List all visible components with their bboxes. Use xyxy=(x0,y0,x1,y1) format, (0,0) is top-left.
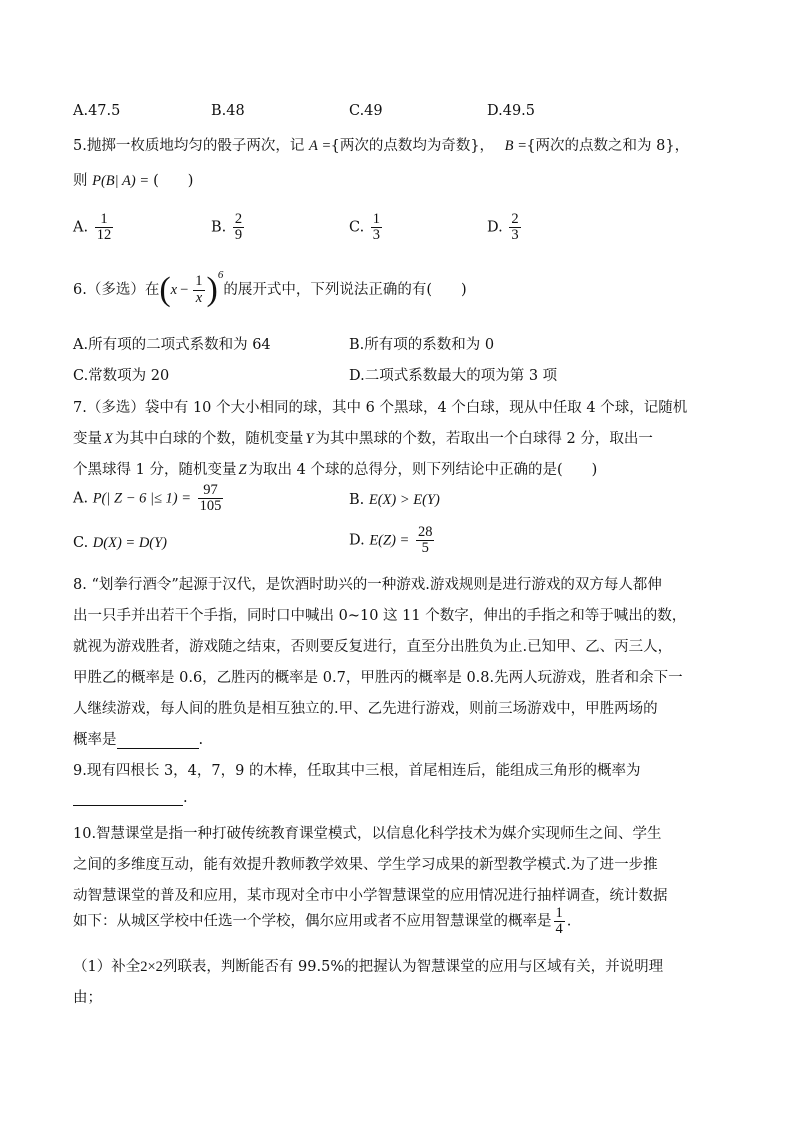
q6-option-d: D.二项式系数最大的项为第 3 项 xyxy=(349,368,558,384)
q7-option-d-den: 5 xyxy=(421,540,429,557)
q4-option-a: A.47.5 xyxy=(73,103,121,119)
q5-line2-pre: 则 xyxy=(73,173,88,189)
q10-line1: 10.智慧课堂是指一种打破传统教育课堂模式，以信息化科学技术为媒介实现师生之间、学生 xyxy=(73,826,662,842)
q7-option-d-expr: E(Z) = xyxy=(369,532,410,549)
q5-option-c-fraction xyxy=(371,212,382,243)
q5-eq-b: = xyxy=(518,138,527,154)
q8-line5: 人继续游戏，每人间的胜负是相互独立的.甲、乙先进行游戏，则前三场游戏中，甲胜两场的 xyxy=(73,701,658,717)
q8-answer-blank[interactable] xyxy=(117,732,199,749)
q10-line4-num: 1 xyxy=(555,905,563,921)
q4-option-b: B.48 xyxy=(211,103,245,119)
q5-option-c-label: C. xyxy=(349,219,365,236)
q10-line4 xyxy=(73,906,571,937)
q9-line2-post: . xyxy=(183,790,188,806)
q7-line2-c: 为其中黑球的个数，若取出一个白球得 2 分，取出一 xyxy=(315,431,653,447)
q5-option-a-label: A. xyxy=(73,219,89,236)
q5-option-d-fraction xyxy=(509,212,520,243)
q5-stem-line2 xyxy=(73,169,193,190)
q7-option-a xyxy=(73,483,225,514)
q5-option-a-num: 1 xyxy=(95,212,114,228)
q10-line2: 之间的多维度互动，能有效提升教师教学效果、学生学习成果的新型教学模式.为了进一步推 xyxy=(73,857,658,873)
q7-option-c-expr: D(X) = D(Y) xyxy=(92,535,168,551)
q10-line4-den: 4 xyxy=(555,921,563,938)
q5-option-b-fraction xyxy=(233,212,244,243)
q7-option-d-label: D. xyxy=(349,532,365,549)
q7-option-a-fraction xyxy=(198,483,224,514)
q9-answer-blank[interactable] xyxy=(73,789,183,806)
q7-var-y: Y xyxy=(305,431,314,447)
q5-option-a-fraction xyxy=(95,212,114,243)
q5-stem-pre: 5.抛掷一枚质地均匀的骰子两次，记 xyxy=(73,138,305,154)
q7-line2 xyxy=(73,427,653,448)
q7-var-z: Z xyxy=(238,462,247,478)
q4-option-c: C.49 xyxy=(349,103,383,119)
q4-option-d: D.49.5 xyxy=(487,103,536,119)
q10-sub1-b: 列联表，判断能否有 99.5%的把握认为智慧课堂的应用与区域有关，并说明理 xyxy=(162,959,664,975)
q10-line4-post: . xyxy=(566,913,572,930)
q5-option-b-den: 9 xyxy=(234,227,243,244)
q6-right-paren: ) xyxy=(206,271,218,308)
q5-stem-line1 xyxy=(73,134,689,155)
q10-sub1-expr: 2×2 xyxy=(140,959,163,975)
q7-line3-b: 为取出 4 个球的总得分，则下列结论中正确的是( ) xyxy=(248,462,598,478)
q7-option-a-expr: P(| Z − 6 |≤ 1) = xyxy=(92,490,192,507)
q5-set-b-label: B xyxy=(504,138,514,154)
q7-option-d-num: 28 xyxy=(417,524,433,540)
q5-option-c-den: 3 xyxy=(372,227,381,244)
q6-stem xyxy=(73,269,467,308)
q5-option-d-num: 2 xyxy=(511,211,519,227)
q5-answer-paren: ( ) xyxy=(153,173,194,189)
q5-prob-expr: P(B| A) xyxy=(92,173,136,189)
q10-line4-pre: 如下：从城区学校中任选一个学校，偶尔应用或者不应用智慧课堂的概率是 xyxy=(73,913,552,930)
q5-option-a xyxy=(73,212,115,243)
q5-option-b-label: B. xyxy=(211,219,227,236)
q5-option-b-num: 2 xyxy=(234,211,243,227)
q6-left-paren: ( xyxy=(159,271,171,308)
q10-line4-fraction xyxy=(554,906,565,937)
q5-option-c-num: 1 xyxy=(372,211,381,227)
q5-option-b xyxy=(211,212,246,243)
q6-expr-minus: − xyxy=(180,282,189,298)
q5-option-a-den: 12 xyxy=(96,227,112,244)
q8-line6-post: . xyxy=(198,732,204,748)
q5-eq-a: = xyxy=(322,138,331,154)
q6-expr-num: 1 xyxy=(195,273,203,290)
q8-line6-pre: 概率是 xyxy=(73,732,117,748)
q6-option-a: A.所有项的二项式系数和为 64 xyxy=(73,337,271,353)
q8-line3: 就视为游戏胜者，游戏随之结束，否则要反复进行，直至分出胜负为止.已知甲、乙、丙三人， xyxy=(73,639,673,655)
q9-line1: 9.现有四根长 3，4，7，9 的木棒，任取其中三根，首尾相连后，能组成三角形的概率为 xyxy=(73,763,641,779)
q7-option-c xyxy=(73,535,167,552)
q5-set-a: {两次的点数均为奇数}， xyxy=(330,138,495,154)
q7-line1: 7.（多选）袋中有 10 个大小相同的球，其中 6 个黑球，4 个白球，现从中任取 4 个球，记随机 xyxy=(73,400,688,416)
q5-option-c xyxy=(349,212,384,243)
q6-expr-fraction xyxy=(193,274,204,305)
q8-line2: 出一只手并出若干个手指，同时口中喊出 0~10 这 11 个数字，伸出的手指之和等于喊出的数， xyxy=(73,608,687,624)
q6-option-b: B.所有项的系数和为 0 xyxy=(349,337,495,353)
q7-option-c-label: C. xyxy=(73,535,89,551)
q7-option-a-num: 97 xyxy=(198,483,224,499)
q7-line3 xyxy=(73,458,597,479)
q7-option-d-fraction xyxy=(416,525,435,556)
q5-option-d-den: 3 xyxy=(511,227,519,244)
q5-eq: = xyxy=(140,173,149,189)
q10-line3: 动智慧课堂的普及和应用，某市现对全市中小学智慧课堂的应用情况进行抽样调查，统计数据 xyxy=(73,888,668,904)
q6-option-c: C.常数项为 20 xyxy=(73,368,170,384)
q10-sub1-line1 xyxy=(73,955,663,976)
q7-option-a-den: 105 xyxy=(199,498,222,515)
q6-expr-exponent: 6 xyxy=(217,269,224,281)
q7-option-b xyxy=(349,492,440,509)
q9-line2 xyxy=(73,789,188,806)
q7-option-b-expr: E(X) > E(Y) xyxy=(368,492,440,508)
q6-expr-x: x xyxy=(170,282,178,298)
q10-sub1-line2: 由； xyxy=(73,990,102,1006)
q5-set-a-label: A xyxy=(308,138,318,154)
q8-line6 xyxy=(73,728,203,749)
q8-line1: 8. “划拳行酒令”起源于汉代，是饮酒时助兴的一种游戏.游戏规则是进行游戏的双方每人都伸 xyxy=(73,577,662,593)
q5-option-d-label: D. xyxy=(487,219,503,236)
q10-sub1-a: （1）补全 xyxy=(73,959,141,975)
q7-option-a-label: A. xyxy=(73,490,89,507)
q7-option-b-label: B. xyxy=(349,492,365,508)
q6-stem-pre: 6.（多选）在 xyxy=(73,282,160,298)
q5-set-b: {两次的点数之和为 8}， xyxy=(526,138,690,154)
q6-stem-post: 的展开式中，下列说法正确的有( ) xyxy=(223,282,467,298)
q7-line2-b: 为其中白球的个数，随机变量 xyxy=(114,431,304,447)
q6-expr-den: x xyxy=(195,289,203,306)
q7-line2-a: 变量 xyxy=(73,431,102,447)
q7-line3-a: 个黑球得 1 分，随机变量 xyxy=(73,462,237,478)
q7-option-d xyxy=(349,525,436,556)
q8-line4: 甲胜乙的概率是 0.6，乙胜丙的概率是 0.7，甲胜丙的概率是 0.8.先两人玩游戏，胜者和余下一 xyxy=(73,670,683,686)
q7-var-x: X xyxy=(104,431,113,447)
q5-option-d xyxy=(487,212,523,243)
